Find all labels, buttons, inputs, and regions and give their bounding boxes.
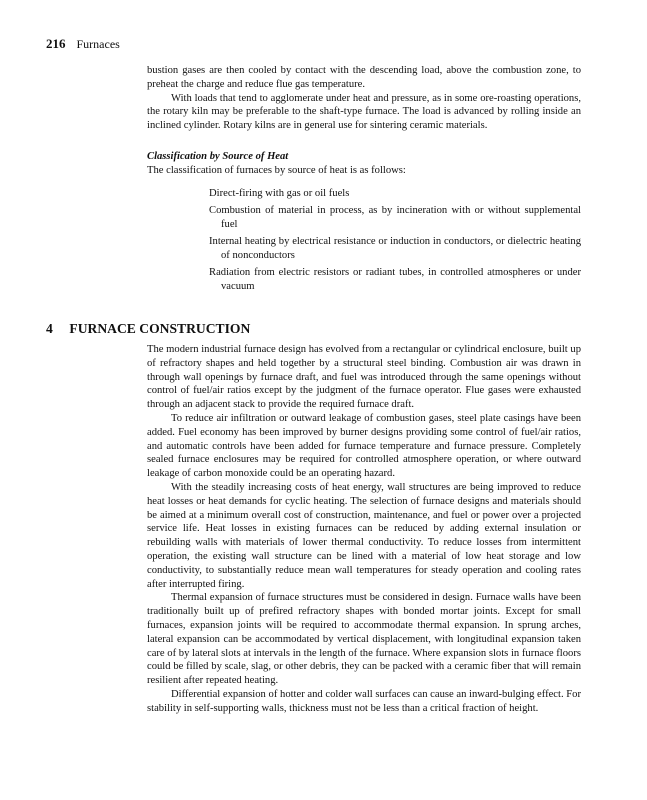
- paragraph: Differential expansion of hotter and colder wall surfaces can cause an inward-bulging effect. For stability in self-supporting walls, thickness must not be less than a critical fraction of height.: [147, 688, 581, 714]
- paragraph: The modern industrial furnace design has evolved from a rectangular or cylindrical enclosure, built up of refractory shapes and held together by a structural steel binding. Combustion air was drawn in through wall openings by furnace draft, and fuel was introduced through the same openings without control of fuel/air ratios except by the judgment of the furnace operator. Flue gases were exhausted through an adjacent stack to provide the required furnace draft.: [147, 344, 581, 411]
- paragraph: With the steadily increasing costs of heat energy, wall structures are being improved to reduce heat losses or heat demands for cyclic heating. The selection of furnace designs and materials should be aimed at a minimum overall cost of construction, maintenance, and fuel or power over a projected service life. Heat losses in existing furnaces can be reduced by adding external insulation or rebuilding walls with materials of lower thermal conductivity. To reduce losses from intermittent operation, the existing wall structure can be lined with a material of low heat storage and low conductivity, to substantially reduce mean wall temperatures for steady operation and cooling rates after interrupted firing.: [147, 481, 581, 590]
- running-header: [46, 37, 120, 51]
- list-item: Internal heating by electrical resistance or induction in conductors, or dielectric heating of nonconductors: [209, 236, 581, 261]
- construction-text-block: [147, 343, 581, 716]
- list-item: Combustion of material in process, as by incineration with or without supplemental fuel: [209, 204, 581, 230]
- page-number: 216: [46, 36, 66, 51]
- rotary-kiln-paragraph: With loads that tend to agglomerate under heat and pressure, as in some ore-roasting operations, the rotary kiln may be preferable to the shaft-type furnace. The load is advanced by rolling inside an inclined cylinder. Rotary kilns are in general use for sintering ceramic materials.: [147, 92, 581, 132]
- continued-paragraph: bustion gases are then cooled by contact with the descending load, above the combustion zone, to preheat the charge and reduce flue gas temperature.: [147, 65, 581, 90]
- list-item: Radiation from electric resistors or radiant tubes, in controlled atmospheres or under vacuum: [209, 267, 581, 293]
- running-title: Furnaces: [76, 37, 120, 51]
- list-item: Direct-firing with gas or oil fuels: [209, 187, 350, 199]
- paragraph: To reduce air infiltration or outward leakage of combustion gases, steel plate casings have been added. Fuel economy has been improved by burner designs providing some control of fuel/air ratios, and automatic controls have been added for furnace temperature and furnace pressure. Completely sealed furnace enclosures may be required for controlled atmosphere operation, or where outward leakage of carbon monoxide could be an operating hazard.: [147, 412, 581, 480]
- classification-lead: The classification of furnaces by source of heat is as follows:: [147, 164, 406, 176]
- section-number: 4: [46, 321, 53, 336]
- subsection-heading: Classification by Source of Heat: [147, 150, 289, 162]
- intro-text-block: [147, 64, 581, 298]
- section-heading: [46, 320, 250, 338]
- paragraph: Thermal expansion of furnace structures must be considered in design. Furnace walls have been traditionally built up of prefired refractory shapes with bonded mortar joints. Except for small furnaces, expansion joints will be required to accommodate thermal expansion. In sprung arches, lateral expansion can be accommodated by vertical displacement, with longitudinal expansion taken care of by lateral slots at intervals in the length of the furnace. Where expansion slots in furnace floors could be filled by scale, slag, or other debris, they can be packed with a ceramic fiber that will remain resilient after repeated heating.: [147, 592, 581, 687]
- section-title: FURNACE CONSTRUCTION: [69, 321, 251, 336]
- heat-source-list: [169, 187, 581, 294]
